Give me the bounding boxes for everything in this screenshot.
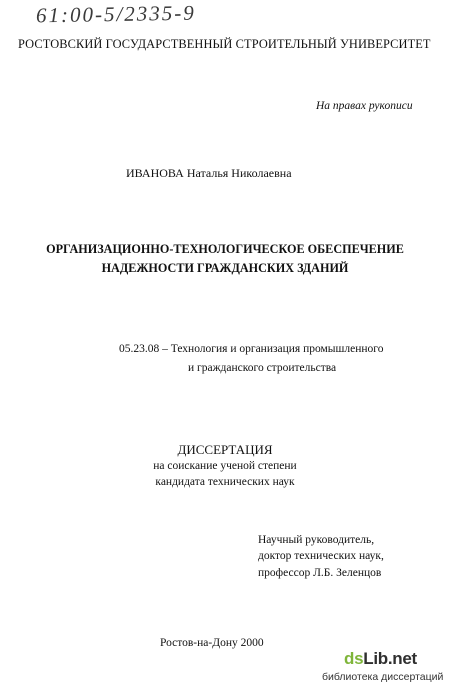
city-year: Ростов-на-Дону 2000	[160, 637, 264, 649]
supervisor-line-2: доктор технических наук,	[258, 550, 384, 562]
thesis-title-line-1: ОРГАНИЗАЦИОННО-ТЕХНОЛОГИЧЕСКОЕ ОБЕСПЕЧЕНИЕ	[46, 242, 404, 256]
supervisor-line-3: профессор Л.Б. Зеленцов	[258, 567, 382, 579]
archive-stamp: 61:00-5/2335-9	[35, 0, 197, 28]
specialty-line-2: и гражданского строительства	[188, 362, 337, 374]
manuscript-rights: На правах рукописи	[316, 100, 413, 112]
watermark-logo-rest: Lib.net	[363, 649, 417, 668]
watermark-logo[interactable]	[344, 649, 417, 669]
dissertation-heading: ДИССЕРТАЦИЯ	[177, 442, 273, 457]
watermark-logo-prefix: ds	[344, 649, 364, 668]
supervisor-line-1: Научный руководитель,	[258, 534, 375, 546]
thesis-title-line-2: НАДЕЖНОСТИ ГРАЖДАНСКИХ ЗДАНИЙ	[101, 261, 349, 275]
author-name: ИВАНОВА Наталья Николаевна	[126, 166, 292, 180]
specialty-line-1: 05.23.08 – Технология и организация промышленного	[119, 343, 384, 355]
university-name: РОСТОВСКИЙ ГОСУДАРСТВЕННЫЙ СТРОИТЕЛЬНЫЙ УНИВЕРСИТЕТ	[18, 37, 431, 51]
watermark-subtitle: библиотека диссертаций	[322, 671, 444, 683]
degree-line-2: кандидата технических наук	[155, 476, 295, 488]
degree-line-1: на соискание ученой степени	[153, 460, 297, 472]
